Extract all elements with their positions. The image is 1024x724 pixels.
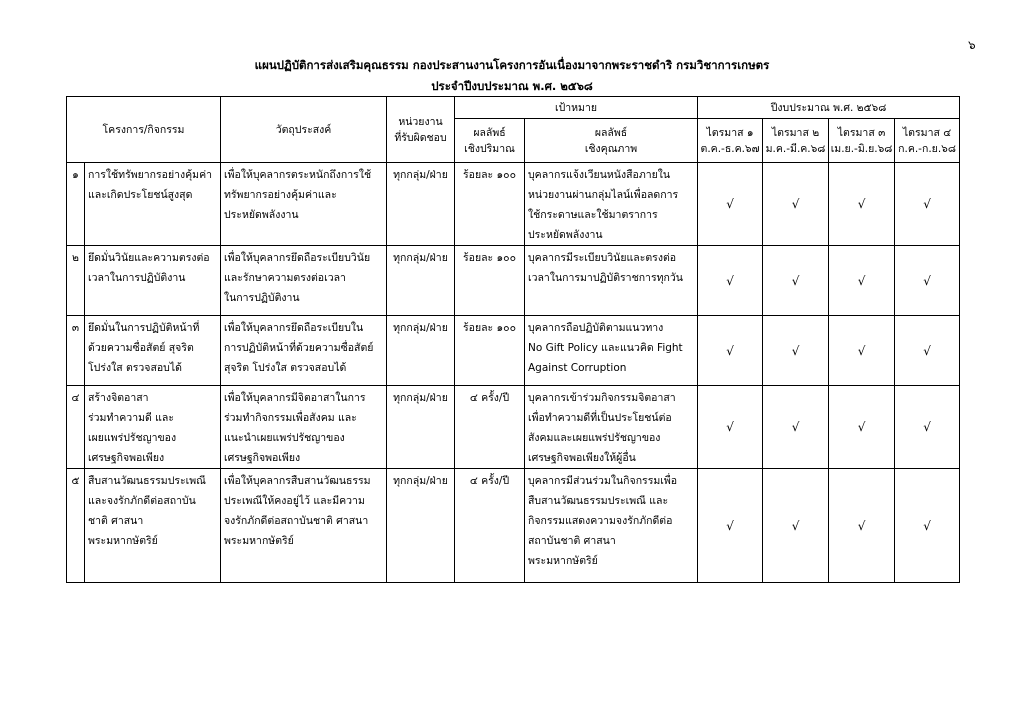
qualitative-line: เวลาในการมาปฏิบัติราชการทุกวัน — [528, 272, 683, 284]
objective-line: เพื่อให้บุคลากรยึดถือระเบียบใน — [224, 322, 364, 334]
row-number: ๓ — [67, 316, 85, 386]
objective-line: ทรัพยากรอย่างคุ้มค่าและ — [224, 189, 337, 201]
quarter-range: ม.ค.-มี.ค.๖๘ — [765, 142, 826, 155]
row-number: ๑ — [67, 163, 85, 246]
qualitative-line: เศรษฐกิจพอเพียงให้ผู้อื่น — [528, 452, 636, 464]
header-target: เป้าหมาย — [455, 97, 698, 119]
checkmark-icon: √ — [895, 469, 960, 583]
project-line: พระมหากษัตริย์ — [88, 535, 158, 547]
qualitative-line: กิจกรรมแสดงความจงรักภักดีต่อ — [528, 515, 673, 527]
objective-line: การปฏิบัติหน้าที่ด้วยความซื่อสัตย์ — [224, 342, 374, 354]
checkmark-icon: √ — [763, 469, 829, 583]
checkmark-icon: √ — [829, 316, 895, 386]
qualitative-line: บุคลากรแจ้งเวียนหนังสือภายใน — [528, 169, 671, 181]
checkmark-icon: √ — [895, 163, 960, 246]
checkmark-icon: √ — [763, 163, 829, 246]
table-row — [67, 246, 960, 316]
table-row — [67, 316, 960, 386]
quantitative-cell: ๔ ครั้ง/ปี — [455, 469, 525, 583]
objective-line: ประหยัดพลังงาน — [224, 209, 299, 221]
quantitative-cell: ร้อยละ ๑๐๐ — [455, 316, 525, 386]
header-unit-line2: ที่รับผิดชอบ — [394, 131, 447, 144]
project-cell — [85, 163, 221, 246]
quantitative-cell: ร้อยละ ๑๐๐ — [455, 246, 525, 316]
header-quarter-3 — [829, 119, 895, 163]
document-subtitle: ประจำปีงบประมาณ พ.ศ. ๒๕๖๘ — [431, 79, 593, 93]
checkmark-icon: √ — [698, 163, 763, 246]
checkmark-icon: √ — [698, 316, 763, 386]
checkmark-icon: √ — [698, 386, 763, 469]
header-fiscal-year: ปีงบประมาณ พ.ศ. ๒๕๖๘ — [698, 97, 960, 119]
qualitative-line: บุคลากรถือปฏิบัติตามแนวทาง — [528, 322, 664, 334]
project-line: เวลาในการปฏิบัติงาน — [88, 272, 186, 284]
header-quant-line2: เชิงปริมาณ — [464, 142, 515, 155]
qualitative-line: บุคลากรมีระเบียบวินัยและตรงต่อ — [528, 252, 677, 264]
qualitative-line: บุคลากรมีส่วนร่วมในกิจกรรมเพื่อ — [528, 475, 678, 487]
quantitative-cell: ร้อยละ ๑๐๐ — [455, 163, 525, 246]
checkmark-icon: √ — [763, 316, 829, 386]
checkmark-icon: √ — [895, 246, 960, 316]
project-cell — [85, 316, 221, 386]
checkmark-icon: √ — [829, 163, 895, 246]
header-project: โครงการ/กิจกรรม — [67, 97, 221, 163]
checkmark-icon: √ — [895, 386, 960, 469]
quarter-range: เม.ย.-มิ.ย.๖๘ — [830, 142, 893, 155]
project-line: การใช้ทรัพยากรอย่างคุ้มค่า — [88, 169, 213, 181]
project-line: ยึดมั่นวินัยและความตรงต่อ — [88, 252, 210, 264]
project-line: ยึดมั่นในการปฏิบัติหน้าที่ — [88, 322, 200, 334]
row-number: ๒ — [67, 246, 85, 316]
header-unit-line1: หน่วยงาน — [398, 115, 443, 128]
qualitative-line: Against Corruption — [528, 362, 627, 374]
objective-line: เพื่อให้บุคลากรมีจิตอาสาในการ — [224, 392, 366, 404]
objective-line: ในการปฏิบัติงาน — [224, 292, 300, 304]
header-quarter-1 — [698, 119, 763, 163]
project-line: สืบสานวัฒนธรรมประเพณี — [88, 475, 206, 487]
project-cell — [85, 469, 221, 583]
checkmark-icon: √ — [829, 246, 895, 316]
action-plan-table — [66, 96, 960, 583]
objective-line: ร่วมทำกิจกรรมเพื่อสังคม และ — [224, 412, 357, 424]
checkmark-icon: √ — [763, 386, 829, 469]
quarter-name: ไตรมาส ๑ — [706, 126, 754, 139]
objective-line: เศรษฐกิจพอเพียง — [224, 452, 301, 464]
header-quarter-2 — [763, 119, 829, 163]
qualitative-line: สืบสานวัฒนธรรมประเพณี และ — [528, 495, 669, 507]
quarter-name: ไตรมาส ๓ — [837, 126, 886, 139]
qualitative-line: หน่วยงานผ่านกลุ่มไลน์เพื่อลดการ — [528, 189, 679, 201]
objective-line: และรักษาความตรงต่อเวลา — [224, 272, 346, 284]
qualitative-cell — [525, 469, 698, 583]
header-unit — [387, 97, 455, 163]
header-quant-line1: ผลลัพธ์ — [473, 126, 506, 139]
project-cell — [85, 386, 221, 469]
project-line: เศรษฐกิจพอเพียง — [88, 452, 165, 464]
qualitative-line: ใช้กระดาษและใช้มาตราการ — [528, 209, 658, 221]
table-row — [67, 386, 960, 469]
qualitative-cell — [525, 316, 698, 386]
unit-cell: ทุกกลุ่ม/ฝ่าย — [387, 163, 455, 246]
project-line: โปร่งใส ตรวจสอบได้ — [88, 362, 182, 374]
objective-line: สุจริต โปร่งใส ตรวจสอบได้ — [224, 362, 347, 374]
quarter-name: ไตรมาส ๔ — [902, 126, 952, 139]
qualitative-cell — [525, 163, 698, 246]
project-line: และจงรักภักดีต่อสถาบัน — [88, 495, 196, 507]
checkmark-icon: √ — [763, 246, 829, 316]
project-line: และเกิดประโยชน์สูงสุด — [88, 189, 193, 201]
objective-line: เพื่อให้บุคลากรตระหนักถึงการใช้ — [224, 169, 372, 181]
quarter-name: ไตรมาส ๒ — [771, 126, 820, 139]
row-number: ๔ — [67, 386, 85, 469]
checkmark-icon: √ — [895, 316, 960, 386]
project-line: ด้วยความซื่อสัตย์ สุจริต — [88, 342, 194, 354]
checkmark-icon: √ — [698, 246, 763, 316]
header-qual-line2: เชิงคุณภาพ — [584, 142, 638, 155]
objective-line: แนะนำเผยแพร่ปรัชญาของ — [224, 432, 345, 444]
project-line: ชาติ ศาสนา — [88, 515, 144, 527]
objective-cell — [221, 316, 387, 386]
page-number: ๖ — [968, 38, 976, 52]
qualitative-line: No Gift Policy และแนวคิด Fight — [528, 342, 683, 354]
unit-cell: ทุกกลุ่ม/ฝ่าย — [387, 386, 455, 469]
qualitative-line: สังคมและเผยแพร่ปรัชญาของ — [528, 432, 661, 444]
table-body — [67, 163, 960, 583]
header-quarter-4 — [895, 119, 960, 163]
qualitative-cell — [525, 386, 698, 469]
qualitative-line: บุคลากรเข้าร่วมกิจกรรมจิตอาสา — [528, 392, 676, 404]
project-cell — [85, 246, 221, 316]
table-row — [67, 469, 960, 583]
table-row — [67, 163, 960, 246]
quarter-range: ก.ค.-ก.ย.๖๘ — [898, 142, 956, 155]
objective-line: เพื่อให้บุคลากรยึดถือระเบียบวินัย — [224, 252, 371, 264]
checkmark-icon: √ — [829, 386, 895, 469]
project-line: ร่วมทำความดี และ — [88, 412, 175, 424]
qualitative-cell — [525, 246, 698, 316]
objective-line: ประเพณีให้คงอยู่ไว้ และมีความ — [224, 495, 365, 507]
header-objective: วัตถุประสงค์ — [221, 97, 387, 163]
objective-line: เพื่อให้บุคลากรสืบสานวัฒนธรรม — [224, 475, 371, 487]
qualitative-line: เพื่อทำความดีที่เป็นประโยชน์ต่อ — [528, 412, 672, 424]
unit-cell: ทุกกลุ่ม/ฝ่าย — [387, 469, 455, 583]
objective-cell — [221, 469, 387, 583]
qualitative-line: สถาบันชาติ ศาสนา — [528, 535, 616, 547]
header-qualitative — [525, 119, 698, 163]
row-number: ๕ — [67, 469, 85, 583]
objective-cell — [221, 386, 387, 469]
header-quantitative — [455, 119, 525, 163]
objective-cell — [221, 246, 387, 316]
objective-line: พระมหากษัตริย์ — [224, 535, 294, 547]
document-title: แผนปฏิบัติการส่งเสริมคุณธรรม กองประสานงานโครงการอันเนื่องมาจากพระราชดำริ กรมวิชาการเกษตร — [254, 58, 770, 72]
objective-line: จงรักภักดีต่อสถาบันชาติ ศาสนา — [224, 515, 369, 527]
quantitative-cell: ๔ ครั้ง/ปี — [455, 386, 525, 469]
qualitative-line: พระมหากษัตริย์ — [528, 555, 598, 567]
unit-cell: ทุกกลุ่ม/ฝ่าย — [387, 316, 455, 386]
objective-cell — [221, 163, 387, 246]
checkmark-icon: √ — [829, 469, 895, 583]
checkmark-icon: √ — [698, 469, 763, 583]
header-qual-line1: ผลลัพธ์ — [594, 126, 628, 139]
project-line: เผยแพร่ปรัชญาของ — [88, 432, 177, 444]
project-line: สร้างจิตอาสา — [88, 392, 149, 404]
quarter-range: ต.ค.-ธ.ค.๖๗ — [700, 142, 760, 155]
qualitative-line: ประหยัดพลังงาน — [528, 229, 603, 241]
unit-cell: ทุกกลุ่ม/ฝ่าย — [387, 246, 455, 316]
